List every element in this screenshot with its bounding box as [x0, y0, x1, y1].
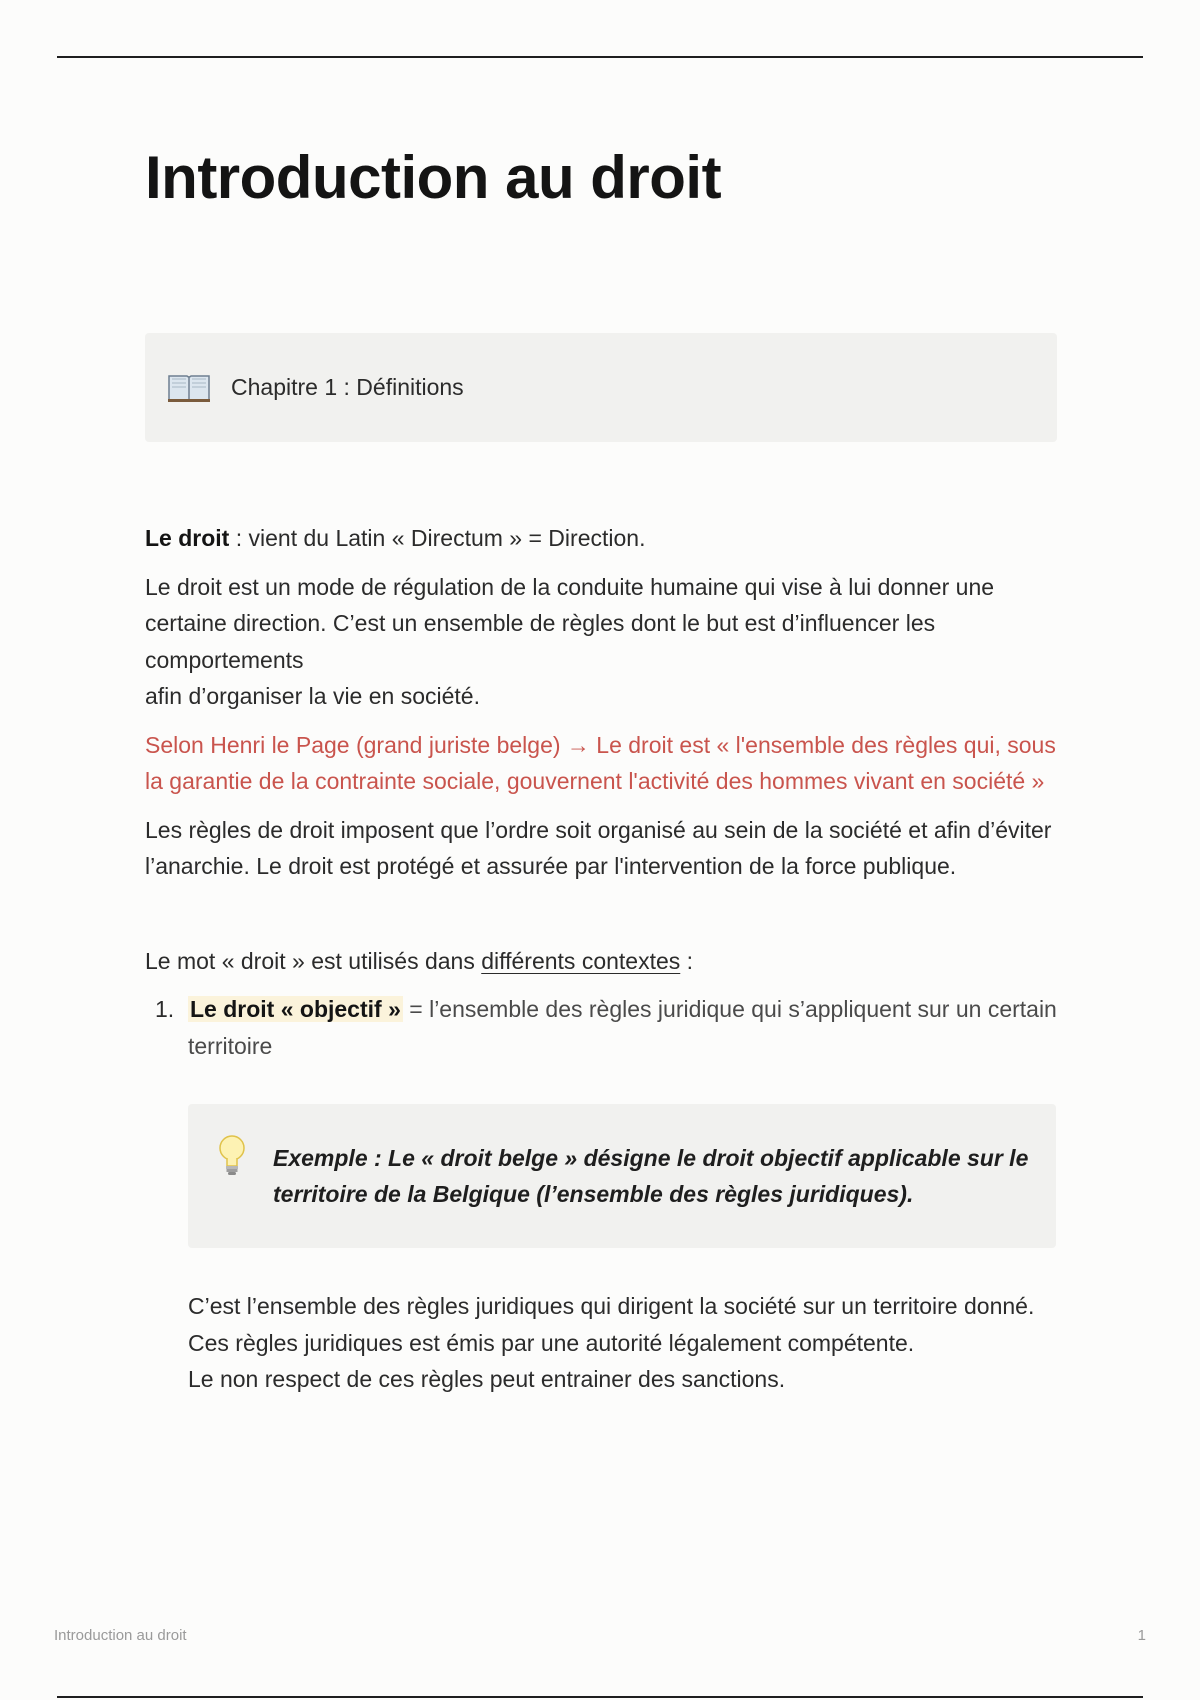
explanation-line-2: Le non respect de ces règles peut entrainer des sanctions. [188, 1366, 786, 1392]
open-book-icon [167, 372, 211, 404]
callout-text: Exemple : Le « droit belge » désigne le droit objectif applicable sur le territoire de la Belgique (l’ensemble des règles juridiques). [273, 1145, 1029, 1207]
intro-line-1: Le droit est un mode de régulation de la conduite humaine qui vise à lui donner une [145, 573, 995, 600]
example-callout [188, 1104, 1056, 1248]
quote-paragraph: Selon Henri le Page (grand juriste belge) → Le droit est « l'ensemble des règles qui, sous la garantie de la contrainte sociale, gouvernent l'activité des hommes vivant en société » [145, 731, 1056, 794]
contexts-list [145, 991, 1060, 1064]
lightbulb-icon [216, 1134, 248, 1178]
intro-line-3: afin d’organiser la vie en société. [145, 683, 480, 709]
chapter-link-block[interactable] [145, 333, 1057, 442]
contexts-paragraph [145, 943, 1060, 980]
chapter-label: Chapitre 1 : Définitions [231, 374, 464, 400]
explanation-line-1: C’est l’ensemble des règles juridiques qui dirigent la société sur un territoire donné. Ces règles juridiques est émis par une autorité légalement compétente. [188, 1293, 1035, 1356]
contexts-link[interactable]: différents contextes [481, 947, 681, 974]
list-item [145, 991, 1060, 1064]
bottom-divider [57, 1696, 1143, 1698]
objective-law-explanation [188, 1288, 1060, 1398]
list-item-term: Le droit « objectif » [190, 996, 401, 1022]
list-item-definition: = l’ensemble des règles juridique qui s’appliquent sur un certain territoire [188, 996, 1057, 1059]
intro-paragraph [145, 569, 1060, 715]
definition-term: Le droit [145, 525, 230, 551]
page-title: Introduction au droit [145, 144, 722, 211]
definition-paragraph [145, 520, 1060, 557]
contexts-suffix: : [680, 947, 694, 974]
list-item-number: 1. [155, 996, 175, 1022]
definition-text: : vient du Latin « Directum » = Direction. [229, 525, 646, 551]
intro-line-2: certaine direction. C’est un ensemble de règles dont le but est d’influencer les comportements [145, 610, 936, 673]
document-body [145, 520, 1060, 1398]
rules-paragraph: Les règles de droit imposent que l’ordre soit organisé au sein de la société et afin d’éviter l’anarchie. Le droit est protégé et assurée par l'intervention de la force publique. [145, 816, 1052, 879]
footer-title: Introduction au droit [54, 1627, 187, 1644]
contexts-prefix: Le mot « droit » est utilisés dans [145, 947, 482, 974]
page-number: 1 [1137, 1627, 1146, 1644]
top-divider [57, 56, 1143, 58]
